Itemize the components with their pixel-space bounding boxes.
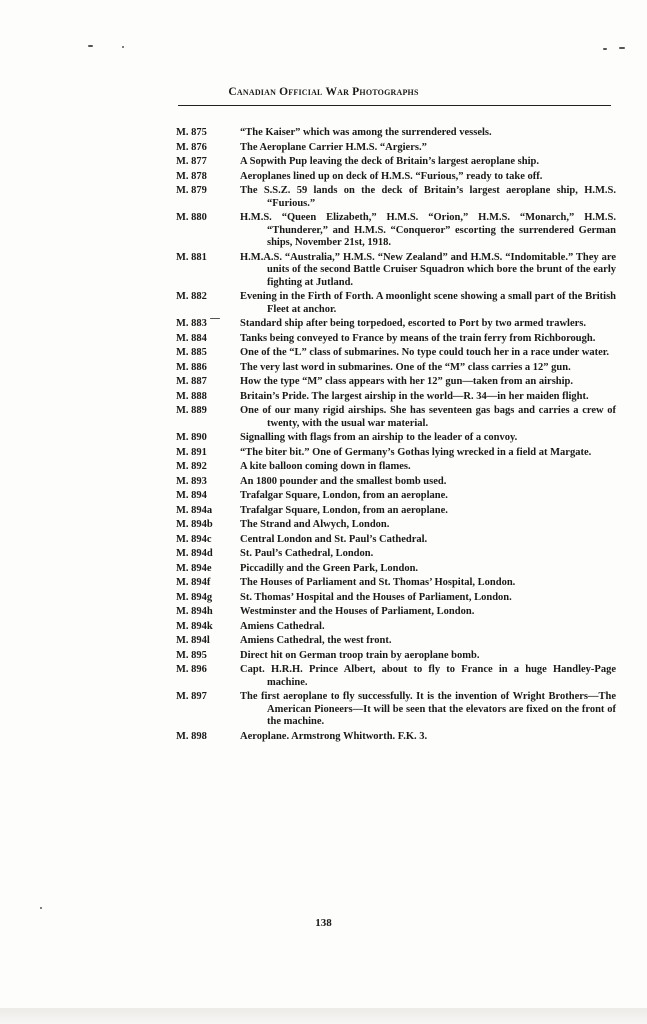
entry-description: “The biter bit.” One of Germany’s Gothas lying wrecked in a field at Margate. [240, 446, 592, 458]
entry-description: The Aeroplane Carrier H.M.S. “Argiers.” [240, 141, 427, 153]
entry-number: M. 893 [176, 475, 207, 487]
catalogue-entry [176, 635, 616, 648]
catalogue-entry [176, 461, 616, 474]
entry-number: M. 875 [176, 127, 207, 138]
scan-speck [40, 907, 42, 909]
entry-number: M. 882 [176, 291, 207, 302]
entry-description: One of our many rigid airships. She has seventeen gas bags and carries a crew of twenty, with the usual war material. [240, 405, 616, 429]
catalogue-entry [176, 405, 616, 430]
entry-description: Aeroplane. Armstrong Whitworth. F.K. 3. [240, 730, 428, 742]
entry-description: The very last word in submarines. One of the “M” class carries a 12” gun. [240, 361, 571, 373]
catalogue-entry [176, 432, 616, 445]
entry-description: Signalling with flags from an airship to the leader of a convoy. [240, 432, 518, 443]
entry-description: St. Paul’s Cathedral, London. [240, 548, 374, 559]
entry-number: M. 894e [176, 562, 212, 574]
catalogue-entry [176, 362, 616, 375]
entry-description: An 1800 pounder and the smallest bomb used. [240, 475, 447, 487]
catalogue-entry [176, 212, 616, 250]
entry-description: The S.S.Z. 59 lands on the deck of Britain’s largest aeroplane ship, H.M.S. “Furious.” [240, 185, 616, 209]
entry-number: M. 897 [176, 691, 207, 702]
catalogue-entry [176, 127, 616, 140]
catalogue-entry [176, 185, 616, 210]
entry-number: M. 898 [176, 730, 207, 742]
entry-description: H.M.S. “Queen Elizabeth,” H.M.S. “Orion,” H.M.S. “Monarch,” H.M.S. “Thunderer,” and H.M.S. “Conqueror” escorting the surrendered German ships, November 21st, 1918. [240, 212, 616, 248]
entry-description: One of the “L” class of submarines. No type could touch her in a race under water. [240, 347, 610, 358]
catalogue-entry [176, 650, 616, 663]
page-number: 138 [315, 917, 332, 929]
scan-speck [210, 318, 220, 319]
entry-number: M. 886 [176, 361, 207, 373]
entry-number: M. 894k [176, 620, 213, 632]
scan-speck [619, 47, 625, 49]
catalogue-entry [176, 252, 616, 290]
entry-description: St. Thomas’ Hospital and the Houses of Parliament, London. [240, 591, 512, 603]
catalogue-entry [176, 664, 616, 689]
catalogue-entry [176, 142, 616, 155]
entry-number: M. 883 [176, 318, 207, 329]
entry-number: M. 891 [176, 446, 207, 458]
entry-description: “The Kaiser” which was among the surrendered vessels. [240, 127, 492, 138]
entry-number: M. 894a [176, 504, 213, 516]
catalogue-entry [176, 171, 616, 184]
entry-description: Central London and St. Paul’s Cathedral. [240, 533, 428, 545]
catalogue-entry [176, 505, 616, 518]
entry-description: Amiens Cathedral. [240, 620, 325, 632]
entry-number: M. 895 [176, 649, 207, 661]
scan-speck [88, 45, 93, 47]
catalogue-entry [176, 519, 616, 532]
catalogue-entry [176, 291, 616, 316]
catalogue-entry [176, 606, 616, 619]
entry-number: M. 894b [176, 519, 213, 530]
page-bottom-edge [0, 1008, 647, 1024]
entry-description: Westminster and the Houses of Parliament, London. [240, 606, 475, 617]
entry-number: M. 879 [176, 185, 207, 196]
entry-description: The Houses of Parliament and St. Thomas’ Hospital, London. [240, 577, 516, 588]
scan-speck [603, 48, 607, 50]
entry-description: Direct hit on German troop train by aeroplane bomb. [240, 649, 480, 661]
entry-number: M. 887 [176, 376, 207, 387]
catalogue-entry [176, 592, 616, 605]
catalogue-entry [176, 447, 616, 460]
entry-number: M. 894h [176, 606, 213, 617]
catalogue-entry [176, 621, 616, 634]
entry-description: A kite balloon coming down in flames. [240, 461, 411, 472]
catalogue-entry [176, 691, 616, 729]
running-header: Canadian Official War Photographs [228, 86, 419, 98]
entry-description: Capt. H.R.H. Prince Albert, about to fly to France in a huge Handley-Page machine. [240, 664, 616, 688]
entry-description: H.M.A.S. “Australia,” H.M.S. “New Zealand” and H.M.S. “Indomitable.” They are units of the second Battle Cruiser Squadron which bore the brunt of the early fighting at Jutland. [240, 251, 616, 288]
entry-number: M. 876 [176, 141, 207, 153]
entry-number: M. 884 [176, 332, 207, 344]
photograph-list [176, 127, 616, 745]
catalogue-entry [176, 318, 616, 331]
scan-speck [122, 46, 124, 48]
entry-description: Amiens Cathedral, the west front. [240, 635, 392, 646]
entry-number: M. 892 [176, 461, 207, 472]
catalogue-entry [176, 476, 616, 489]
catalogue-entry [176, 156, 616, 169]
entry-number: M. 888 [176, 390, 207, 402]
catalogue-entry [176, 347, 616, 360]
entry-number: M. 885 [176, 347, 207, 358]
entry-description: Trafalgar Square, London, from an aeroplane. [240, 504, 448, 516]
catalogue-entry [176, 376, 616, 389]
entry-number: M. 894d [176, 548, 213, 559]
header-rule [178, 105, 611, 106]
entry-description: Standard ship after being torpedoed, escorted to Port by two armed trawlers. [240, 318, 586, 329]
entry-description: Trafalgar Square, London, from an aeroplane. [240, 490, 448, 501]
entry-description: How the type “M” class appears with her 12” gun—taken from an airship. [240, 376, 574, 387]
entry-description: The Strand and Alwych, London. [240, 519, 390, 530]
entry-number: M. 878 [176, 170, 207, 182]
entry-number: M. 880 [176, 212, 207, 223]
catalogue-entry [176, 548, 616, 561]
entry-number: M. 896 [176, 664, 207, 675]
entry-description: The first aeroplane to fly successfully. It is the invention of Wright Brothers—The American Pioneers—It will be seen that the elevators are fixed on the front of the machine. [240, 691, 616, 727]
entry-description: Britain’s Pride. The largest airship in the world—R. 34—in her maiden flight. [240, 390, 589, 402]
entry-number: M. 894f [176, 577, 211, 588]
entry-number: M. 881 [176, 251, 207, 263]
catalogue-entry [176, 490, 616, 503]
entry-number: M. 894c [176, 533, 212, 545]
entry-number: M. 894l [176, 635, 210, 646]
entry-description: Tanks being conveyed to France by means of the train ferry from Richborough. [240, 332, 596, 344]
entry-number: M. 894 [176, 490, 207, 501]
catalogue-entry [176, 534, 616, 547]
entry-description: Evening in the Firth of Forth. A moonlight scene showing a small part of the British Fleet at anchor. [240, 291, 616, 315]
catalogue-entry [176, 563, 616, 576]
entry-number: M. 894g [176, 591, 213, 603]
entry-description: A Sopwith Pup leaving the deck of Britain’s largest aeroplane ship. [240, 156, 539, 167]
catalogue-entry [176, 731, 616, 744]
catalogue-entry [176, 333, 616, 346]
catalogue-entry [176, 391, 616, 404]
entry-number: M. 889 [176, 405, 207, 416]
entry-number: M. 877 [176, 156, 207, 167]
entry-description: Piccadilly and the Green Park, London. [240, 562, 419, 574]
entry-description: Aeroplanes lined up on deck of H.M.S. “Furious,” ready to take off. [240, 170, 543, 182]
entry-number: M. 890 [176, 432, 207, 443]
catalogue-entry [176, 577, 616, 590]
